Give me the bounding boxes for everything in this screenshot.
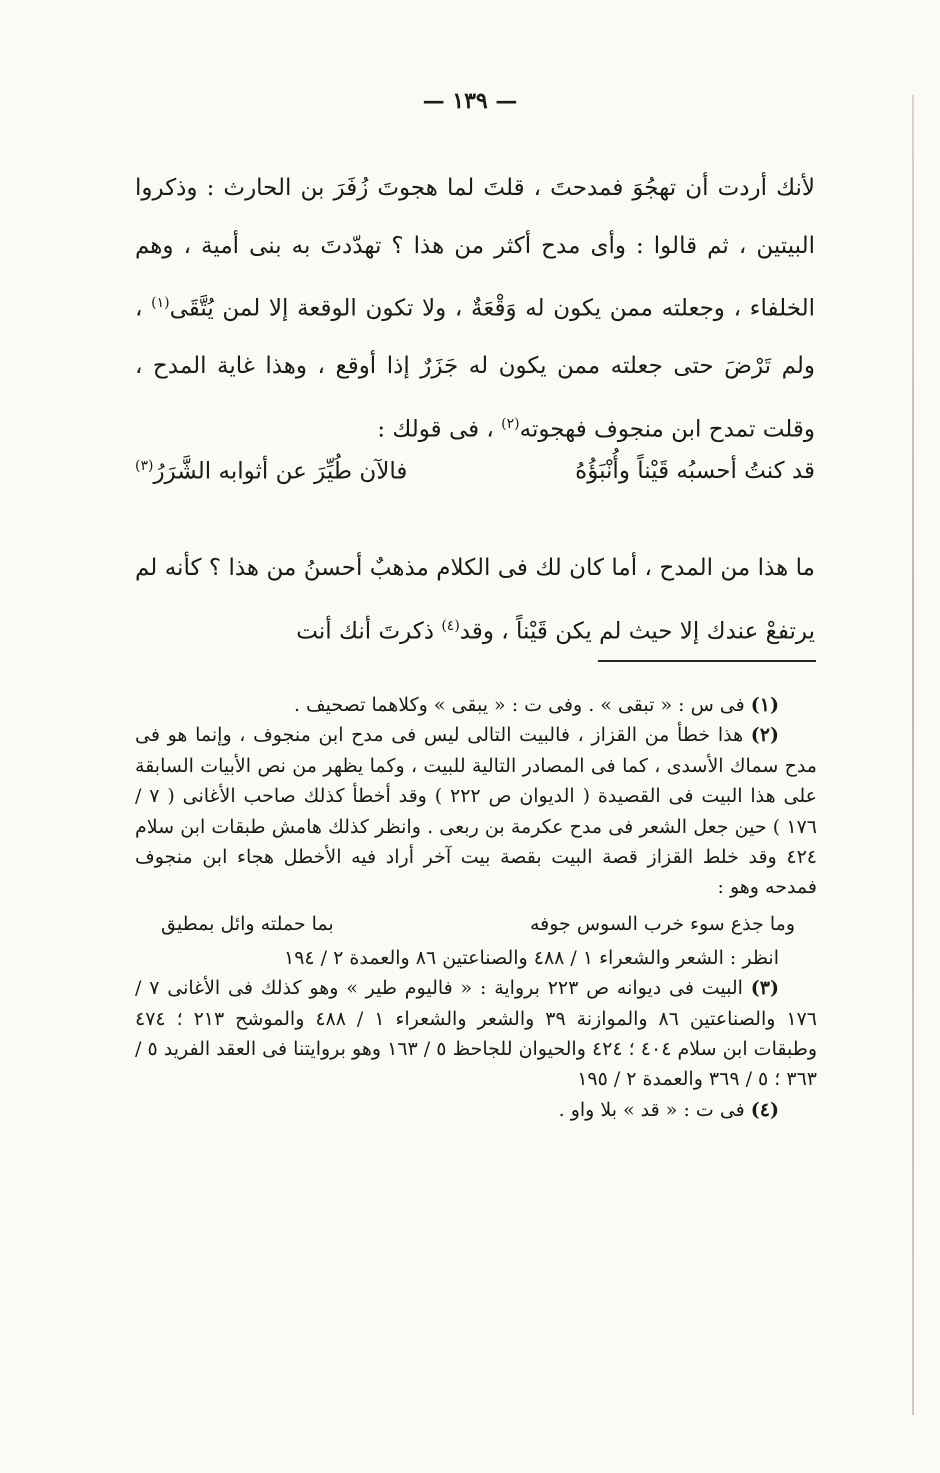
- footnote-2-verse-second: بما حملته وائل بمطيق: [161, 912, 334, 935]
- footnote-3: [135, 973, 817, 1095]
- footnote-2-reference: انظر : الشعر والشعراء ١ / ٤٨٨ والصناعتين ٨٦ والعمدة ٢ / ١٩٤: [284, 946, 779, 969]
- footnote-1: [135, 690, 817, 720]
- paragraph2-text: ما هذا من المدح ، أما كان لك فى الكلام مذهبٌ أحسنُ من هذا ؟ كأنه لم يرتفعْ عندك إلا حيث لم يكن قَيْناً ، وقد: [135, 555, 815, 645]
- page-number: — ١٣٩ —: [422, 88, 518, 114]
- footnote-1-number: (١): [750, 694, 779, 716]
- footnote-2-number: (٢): [750, 724, 780, 747]
- footnote-ref-2: (٢): [501, 415, 520, 432]
- footnote-ref-1: (١): [151, 295, 170, 311]
- footnote-4: [135, 1095, 817, 1125]
- footnote-divider: [598, 660, 816, 662]
- footnote-2: [135, 720, 817, 902]
- footnote-ref-3: (٣): [135, 458, 154, 474]
- verse-second-hemistich: فالآن طُيِّرَ عن أثوابه الشَّرَرُ: [153, 458, 408, 485]
- footnote-4-text: فى ت : « قد » بلا واو .: [558, 1098, 745, 1121]
- footnote-1-text: فى س : « تبقى » . وفى ت : « يبقى » وكلاهما تصحيف .: [293, 694, 745, 716]
- footnote-2-text: هذا خطأ من القزاز ، فالبيت التالى ليس فى مدح ابن منجوف ، وإنما هو فى مدح سماك الأسدى ، كما فى المصادر التالية للبيت ، وكما يظهر من نص الأبيات السابقة على هذا البيت فى القصيدة ( الديوان ص ٢٢٢ ) وقد أخطأ كذلك صاحب الأغانى ( ٧ / ١٧٦ ) حين جعل الشعر فى مدح عكرمة بن ربعى . وانظر كذلك هامش طبقات ابن سلام ٤٢٤ وقد خلط القزاز قصة البيت بقصة بيت آخر أراد فيه الأخطل هجاء ابن منجوف فمدحه وهو :: [135, 724, 817, 899]
- verse-second-hemistich-wrap: [135, 458, 407, 485]
- footnote-ref-4: (٤): [441, 617, 460, 634]
- second-paragraph: [135, 540, 815, 661]
- verse-line: [135, 458, 815, 485]
- paragraph2-text-end: ذكرتَ أنك أنت: [296, 618, 434, 645]
- footnote-3-text: البيت فى ديوانه ص ٢٢٣ برواية : « فاليوم طير » وهو كذلك فى الأغانى ٧ / ١٧٦ والصناعتين ٨٦ والموازنة ٣٩ والشعر والشعراء ١ / ٤٨٨ والموشح ٢١٣ ؛ ٤٧٤ وطبقات ابن سلام ٤٠٤ ؛ ٤٢٤ والحيوان للجاحظ ٥ / ١٦٣ وهو بروايتنا فى العقد الفريد ٥ / ٣٦٣ ؛ ٥ / ٣٦٩ والعمدة ٢ / ١٩٥: [135, 977, 818, 1091]
- paragraph-text-end: ، فى قولك :: [377, 416, 494, 443]
- footnote-2-verse-first: وما جذع سوء خرب السوس جوفه: [529, 912, 795, 935]
- main-paragraph: [135, 160, 815, 459]
- footnotes: [135, 690, 817, 1125]
- verse-first-hemistich: قد كنتُ أحسبُه قَيْناً وأُنْبَؤُهُ: [575, 458, 815, 484]
- footnote-3-number: (٣): [750, 977, 779, 1000]
- footnote-4-number: (٤): [750, 1098, 779, 1121]
- footnote-2-verse: [135, 903, 817, 943]
- paragraph-text-cont: ، ولم تَرْضَ حتى جعلته ممن يكون له جَزَرٌ إذا أوقع ، وهذا غاية المدح ، وقلت تمدح ابن منجوف فهجوته: [135, 295, 815, 443]
- paragraph-text: لأنك أردت أن تهجُوَ فمدحتَ ، قلتَ لما هجوتَ زُفَرَ بن الحارث : وذكروا البيتين ، ثم قالوا : وأى مدح أكثر من هذا ؟ تهدّدتَ به بنى أمية ، وهم الخلفاء ، وجعلته ممن يكون له وَقْعَةٌ ، ولا تكون الوقعة إلا لمن يُتَّقَى: [135, 175, 816, 322]
- page-edge: [912, 95, 914, 1415]
